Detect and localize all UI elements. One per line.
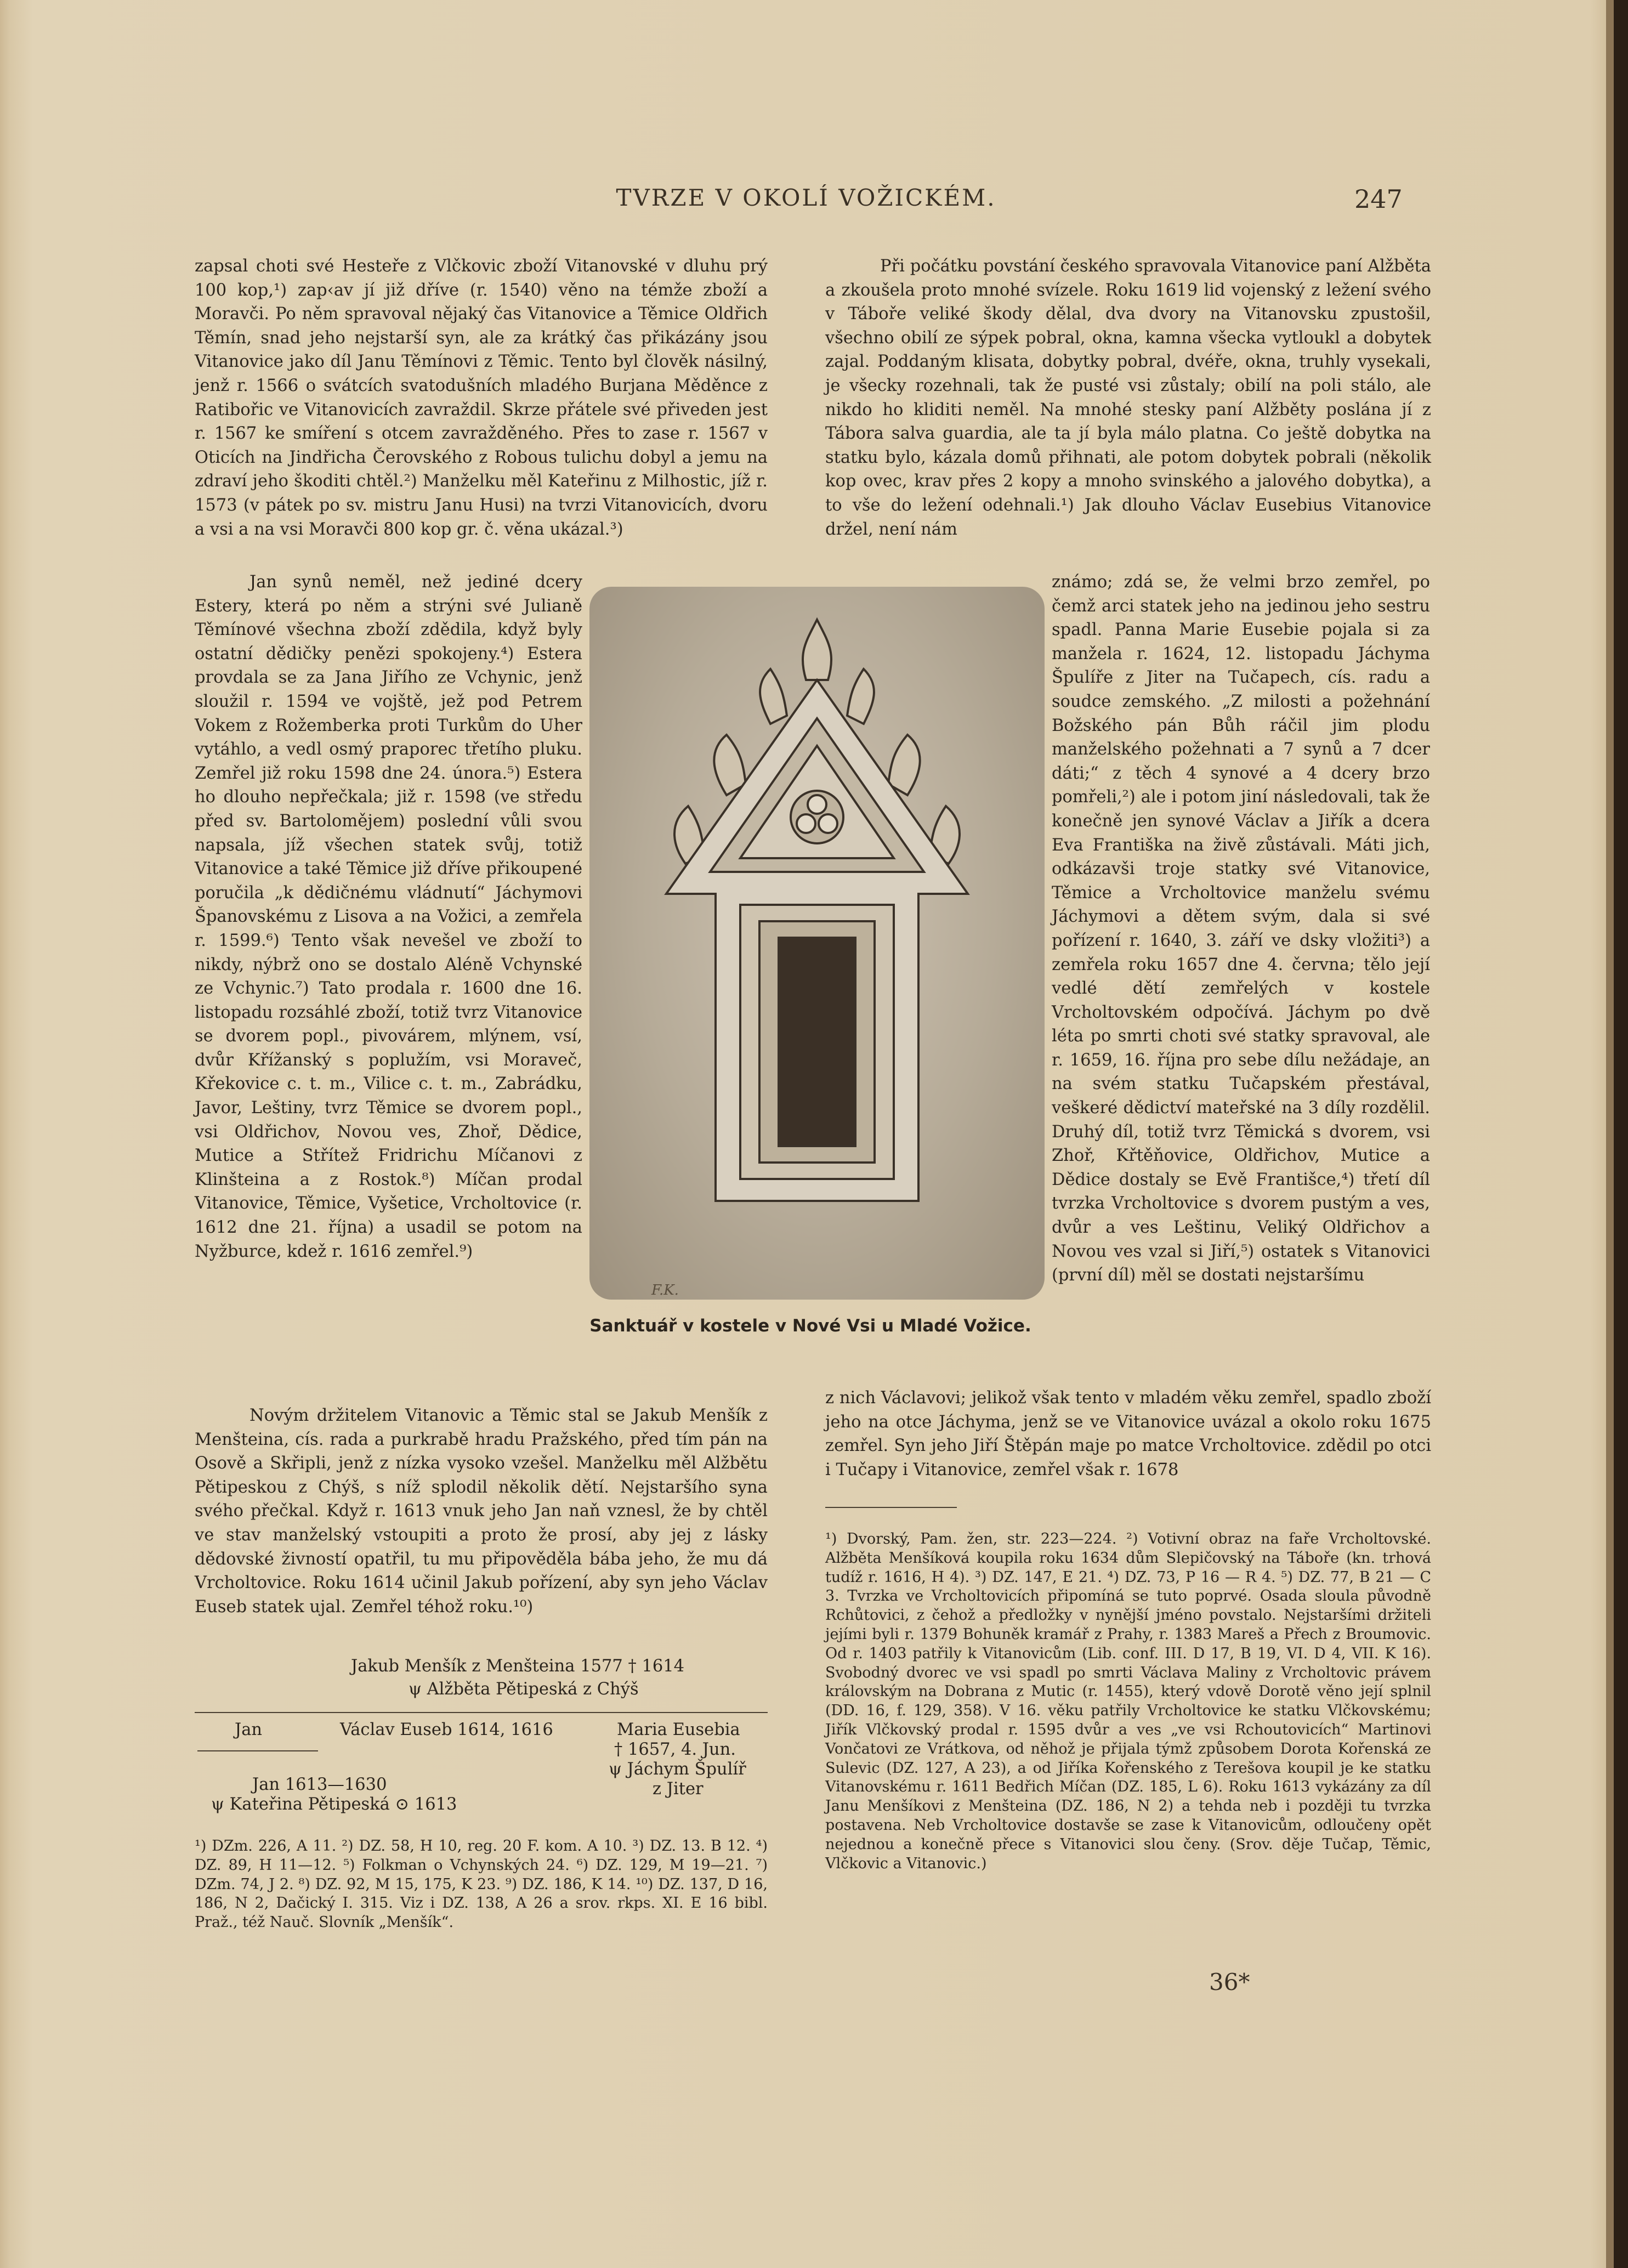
left-column-narrow <box>195 570 582 1263</box>
genealogy-jan2-2: ψ Kateřina Pětipeská ⊙ 1613 <box>211 1795 457 1814</box>
paragraph: Při počátku povstání českého spravovala Vitanovice paní Alžběta a zkoušela proto mnohé svízele. Roku 1619 lid vojenský z ležení svého v Táboře veliké škody dělal, dva dvory na Vitanovsku zpustošil, všechno obilí ze sýpek pobral, okna, kamna všecka vytloukl a dobytek zajal. Poddaným klisata, dobytky pobral, dvéře, okna, truhly vysekali, je všecky rozehnali, tak že pusté vsi zůstaly; obilí na poli stálo, ale nikdo ho kliditi neměl. Na mnohé stesky paní Alžběty poslána jí z Tábora salva guardia, ale ta jí byla málo platna. Co ještě dobytka na statku bylo, kázala domů přihnati, ale potom dobytek pobrali (několik kop ovec, krav přes 2 kopy a mnoho svinského a jalového dobytka), a to vše do ležení odehnali.¹) Jak dlouho Václav Eusebius Vitanovice držel, není nám <box>825 257 1431 539</box>
right-column-narrow <box>1052 570 1430 1288</box>
printers-signature-mark: 36* <box>1209 1969 1250 1995</box>
paragraph: Jan synů neměl, než jediné dcery Estery, která po něm a strýni své Julianě Těmínové všechna zboží zdědila, když byly ostatní dědičky penězi spokojeny.⁴) Estera provdala se za Jana Jiřího ze Vchynic, jenž sloužil r. 1594 ve vojště, jež pod Petrem Vokem z Rožemberka proti Turkům do Uher vytáhlo, a vedl osmý praporec třetího pluku. Zemřel již roku 1598 dne 24. února.⁵) Estera ho dlouho nepřečkala; již r. 1598 (ve středu před sv. Bartolomějem) poslední vůli svou napsala, jíž všechen statek svůj, totiž Vitanovice a také Těmice již dříve přikoupené poručila „k dědičnému vládnutí“ Jáchymovi Španovskému z Lisova a na Vožici, a zemřela r. 1599.⁶) Tento však nevešel ve zboží to nikdy, nýbrž ono se dostalo Aléně Vchynské ze Vchynic.⁷) Tato prodala r. 1600 dne 16. listopadu rozsáhlé zboží, totiž tvrz Vitanovice se dvorem popl., pivovárem, mlýnem, vsí, dvůr Křížanský s poplužím, vsi Moraveč, Křekovice c. t. m., Vilice c. t. m., Zabrádku, Javor, Leštiny, tvrz Těmice se dvorem popl., vsi Oldřichov, Novou ves, Zhoř, Dědice, Mutice a Střítež Fridrichu Míčanovi z Klinšteina a z Rostok.⁸) Míčan prodal Vitanovice, Těmice, Vyšetice, Vrcholtovice (r. 1612 dne 21. října) a usadil se potom na Nyžburce, kdež r. 1616 zemřel.⁹) <box>195 572 582 1261</box>
flame-ornament <box>847 669 874 724</box>
genealogy-vaclav: Václav Euseb 1614, 1616 <box>340 1720 553 1739</box>
genealogy-line1: Jakub Menšík z Menšteina 1577 † 1614 <box>351 1657 685 1676</box>
figure-caption: Sanktuář v kostele v Nové Vsi u Mladé Vožice. <box>589 1316 1031 1336</box>
footnote-rule <box>825 1507 957 1508</box>
paragraph: z nich Václavovi; jelikož však tento v mladém věku zemřel, spadlo zboží jeho na otce Jáchyma, jenž se ve Vitanovice uvázal a okolo roku 1675 zemřel. Syn jeho Jiří Štěpán maje po matce Vrcholtovice. zdědil po otci i Tučapy i Vitanovice, zemřel však r. 1678 <box>825 1388 1431 1479</box>
genealogy-jan2-1: Jan 1613—1630 <box>252 1775 387 1794</box>
niche-door <box>779 938 855 1146</box>
sanctuary-drawing <box>589 587 1045 1300</box>
genealogy-maria-1: Maria Eusebia <box>617 1720 740 1739</box>
genealogy-rule <box>195 1712 768 1713</box>
left-column-top <box>195 254 768 541</box>
left-column-bottom <box>195 1404 768 1619</box>
trefoil-lobe <box>819 814 837 833</box>
page-gutter-shadow <box>1606 0 1614 2268</box>
paragraph: zapsal choti své Hesteře z Vlčkovic zboží Vitanovské v dluhu prý 100 kop,¹) zap‹av jí již dříve (r. 1540) věno na témže zboží a Moravči. Po něm spravoval nějaký čas Vitanovice a Těmice Oldřich Těmín, snad jeho nejstarší syn, ale za krátký čas přikázány jsou Vitanovice jako díl Janu Těmínovi z Těmic. Tento byl člověk násilný, jenž r. 1566 o svátcích svatodušních mladého Burjana Měděnce z Ratibořic ve Vitanovicích zavraždil. Skrze přátele své přiveden jest r. 1567 ke smíření s otcem zavražděného. Přes to zase r. 1567 v Oticích na Jindřicha Čerovského z Robous tulichu dobyl a jemu na zdraví jeho škoditi chtěl.²) Manželku měl Kateřinu z Milhostic, jíž r. 1573 (v pátek po sv. mistru Janu Husi) na tvrzi Vitanovicích, dvoru a vsi a na vsi Moravči 800 kop gr. č. věna ukázal.³) <box>195 257 768 539</box>
flame-ornament <box>803 620 831 680</box>
trefoil-lobe <box>808 795 826 814</box>
right-column-bottom <box>825 1386 1431 1482</box>
genealogy-jan: Jan <box>235 1720 263 1739</box>
genealogy-maria-4: z Jiter <box>653 1779 704 1799</box>
genealogy-rule-small <box>197 1750 318 1751</box>
genealogy-line2: ψ Alžběta Pětipeská z Chýš <box>409 1680 639 1699</box>
paragraph: známo; zdá se, že velmi brzo zemřel, po čemž arci statek jeho na jedinou jeho sestru spadl. Panna Marie Eusebie pojala si za manžela r. 1624, 12. listopadu Jáchyma Špulíře z Jiter na Tučapech, cís. radu a soudce zemského. „Z milosti a požehnání Božského pán Bůh ráčil jim plodu manželského požehnati a 7 synů a 7 dcer dáti;“ z těch 4 synové a 4 dcery brzo pomřeli,²) ale i potom jiní následovali, tak že konečně jen synové Václav a Jiřík a dcera Eva Františka na živě zůstávali. Máti jich, odkázavši troje statky své Vitanovice, Těmice a Vrcholtovice manželu svému Jáchymovi a dětem svým, dala si své pořízení r. 1640, 3. září ve dsky vložiti³) a zemřela roku 1657 dne 4. června; tělo její vedlé dětí zemřelých v kostele Vrcholtovském odpočívá. Jáchym po dvě léta po smrti choti své statky spravoval, ale r. 1659, 16. října pro sebe dílu nežádaje, an na svém statku Tučapském přestával, veškeré dědictví mateřské na 3 díly rozdělil. Druhý díl, totiž tvrz Těmická s dvorem, vsi Zhoř, Křtěňovice, Oldřichov, Mutice a Dědice dostaly se Evě Františce,⁴) třetí díl tvrzka Vrcholtovice s dvorem pustým a ves, dvůr a ves Leštinu, Veliký Oldřichov a Novou ves vzal si Jiří,⁵) ostatek s Vitanovici (první díl) měl se dostati nejstaršímu <box>1052 572 1430 1285</box>
left-footnotes <box>195 1837 768 1932</box>
illustrator-signature: F.K. <box>651 1282 679 1299</box>
paragraph: Novým držitelem Vitanovic a Těmic stal se Jakub Menšík z Menšteina, cís. rada a purkrabě hradu Pražského, před tím pán na Osově a Skřipli, jenž z nízka vysoko vzešel. Manželku měl Alžbětu Pětipeskou z Chýš, s níž splodil několik dětí. Nejstaršího syna svého přečkal. Když r. 1613 vnuk jeho Jan naň vznesl, že by chtěl ve stav manželský vstoupiti a proto že prosí, aby jej z lásky dědovské živností opatřil, tu mu připověděla bába jeho, že mu dá Vrcholtovice. Roku 1614 učinil Jakub pořízení, aby syn jeho Václav Euseb statek ujal. Zemřel téhož roku.¹⁰) <box>195 1406 768 1617</box>
footnote-text: ¹) Dvorský, Pam. žen, str. 223—224. ²) Votivní obraz na faře Vrcholtovské. Alžběta Menšíková koupila roku 1634 dům Slepičovský na Táboře (kn. trhová tudíž r. 1616, H 4). ³) DZ. 147, E 21. ⁴) DZ. 73, P 16 — R 4. ⁵) DZ. 77, B 21 — C 3. Tvrzka ve Vrcholtovicích připomíná se tuto poprvé. Osada sloula původně Rchůtovici, z čehož a předložky v nynější jméno povstalo. Nejstaršími držiteli jejími byli r. 1379 Bohuněk kramář z Prahy, r. 1383 Mareš a Přech z Broumovic. Od r. 1403 patřily k Vitanovicům (Lib. conf. III. D 17, B 19, VI. D 4, VII. K 16). Svobodný dvorec ve vsi spadl po smrti Václava Maliny z Vrcholtovic právem královským na Dobrana z Mutic (r. 1455), který vdově Dorotě věno její splnil (DD. 16, f. 129, 358). V 16. věku patřily Vrcholtovice ke statku Vlčkovskému; Jiřík Vlčkovský prodal r. 1595 dvůr a ves „ve vsi Rchoutovicích“ Martinovi Vončatovi ze Vrátkova, od něhož je přijala týmž způsobem Dorota Kořenská ze Sulevic (DZ. 127, A 23), a od Jiříka Kořenského z Terešova koupil je ke statku Vitanovskému r. 1611 Bedřich Míčan (DZ. 185, L 6). Roku 1613 vykázány za díl Janu Menšíkovi z Menšteina (DZ. 186, N 2) a tehda neb i později tu tvrzka postavena. Neb Vrcholtovice dostavše se zase k Vitanovicům, odloučeny opět nejednou a konečně přece s Vitanovici slou čeny. (Srov. děje Tučap, Těmic, Vlčkovic a Vitanovic.) <box>825 1530 1431 1872</box>
trefoil-lobe <box>797 814 815 833</box>
genealogy-maria-3: ψ Jáchym Špulíř <box>609 1760 746 1779</box>
running-header: TVRZE V OKOLÍ VOŽICKÉM. <box>616 184 996 211</box>
genealogy-maria-2: † 1657, 4. Jun. <box>614 1740 736 1759</box>
page-number: 247 <box>1354 184 1403 214</box>
right-footnotes <box>825 1530 1431 1873</box>
footnote-text: ¹) DZm. 226, A 11. ²) DZ. 58, H 10, reg. 20 F. kom. A 10. ³) DZ. 13. B 12. ⁴) DZ. 89, H 11—12. ⁵) Folkman o Vchynských 24. ⁶) DZ. 129, M 19—21. ⁷) DZm. 74, J 2. ⁸) DZ. 92, M 15, 175, K 23. ⁹) DZ. 186, K 14. ¹⁰) DZ. 137, D 16, 186, N 2, Dačický I. 315. Viz i DZ. 138, A 26 a srov. rkps. XI. E 16 bibl. Praž., též Nauč. Slovník „Menšík“. <box>195 1838 768 1931</box>
flame-ornament <box>760 669 787 724</box>
right-column-top <box>825 254 1431 541</box>
sanctuary-illustration <box>589 587 1045 1300</box>
page-dark-edge <box>1614 0 1628 2268</box>
